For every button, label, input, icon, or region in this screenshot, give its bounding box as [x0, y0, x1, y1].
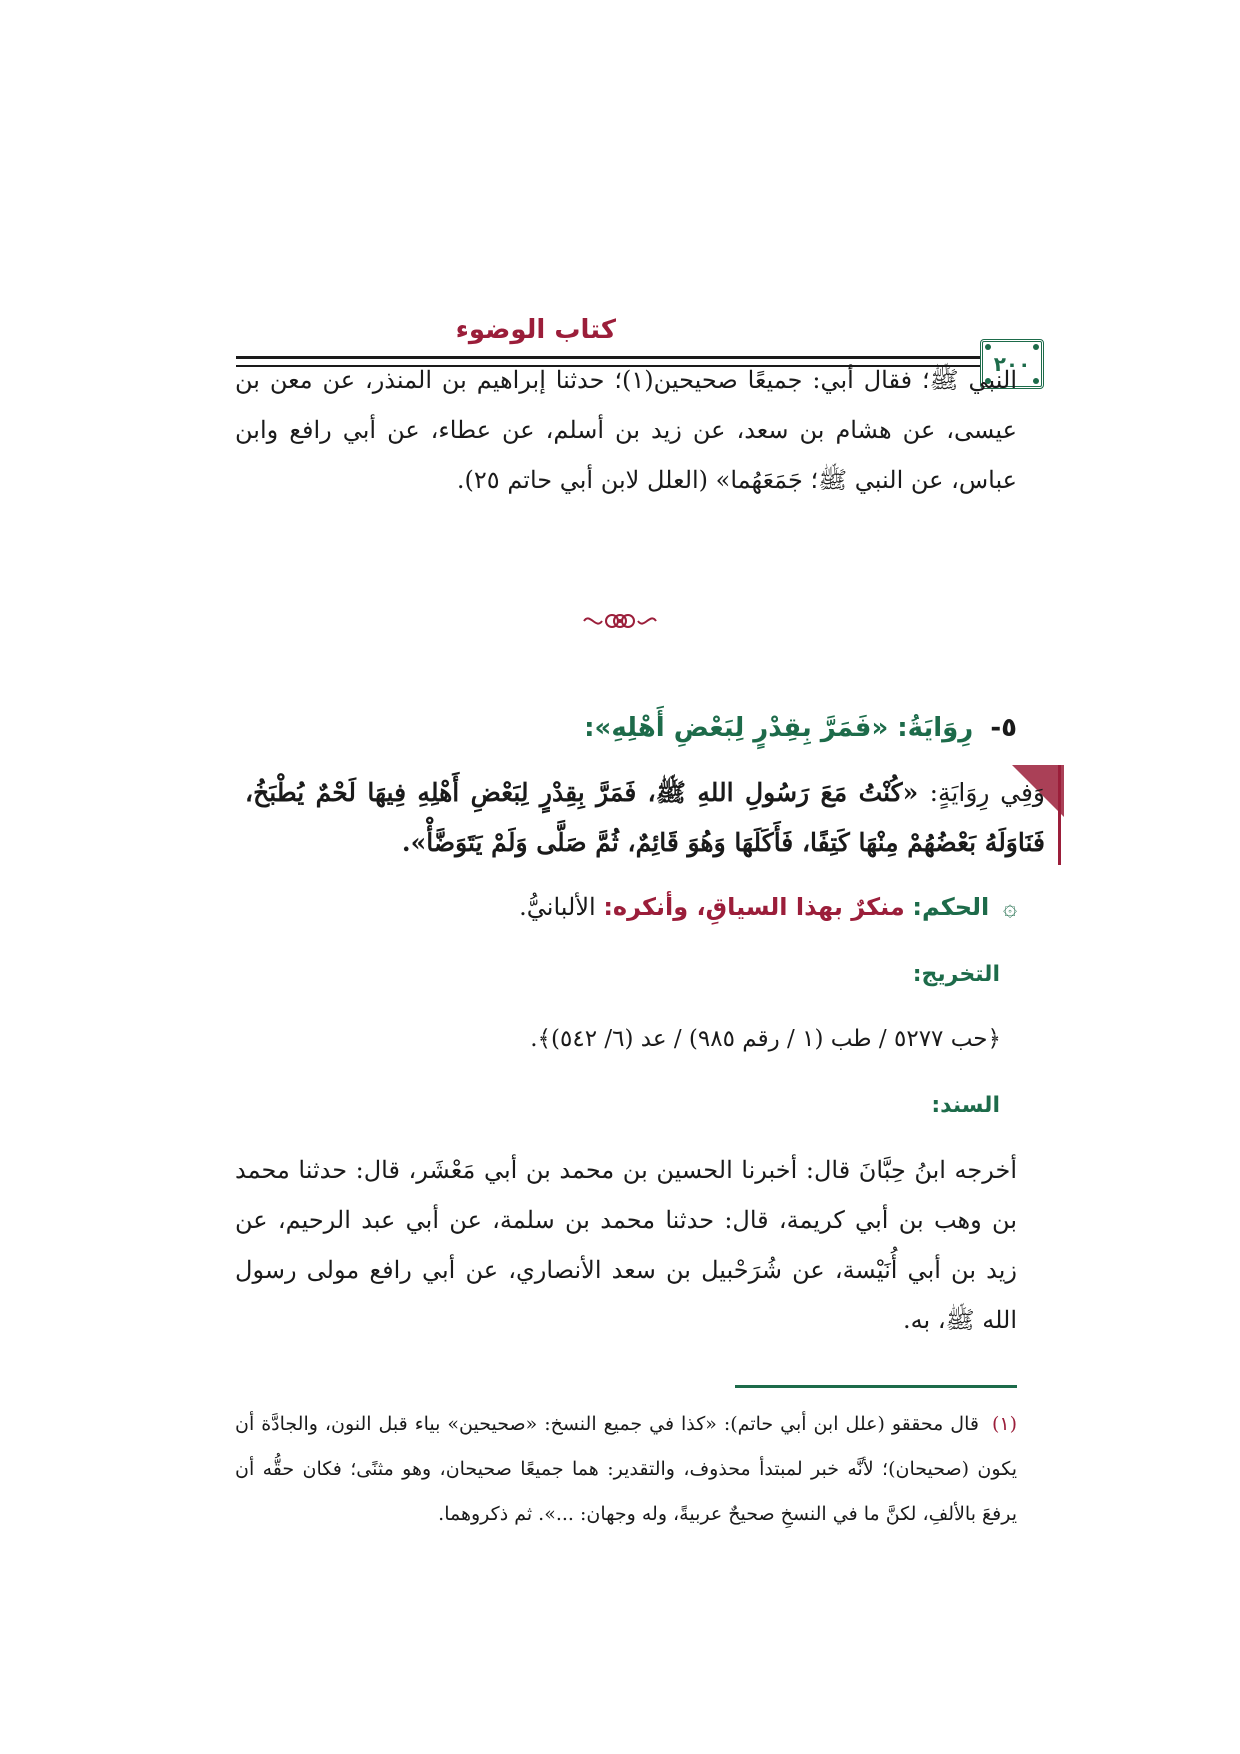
- footnote-text: قال محققو (علل ابن أبي حاتم): «كذا في جميع النسخ: «صحيحين» بياء قبل النون، والجادَّة أن يكون (صحيحان)؛ لأنَّه خبر لمبتدأ محذوف، والتقدير: هما جميعًا صحيحان، وهو مثنًى؛ فكان حقُّه أن يرفعَ بالألفِ، لكنَّ ما في النسخِ صحيحٌ عربيةً، وله وجهان: ...». ثم ذكروهما.: [235, 1413, 1017, 1525]
- footnote-number: (١): [991, 1413, 1017, 1435]
- ruling-line: [235, 893, 1017, 921]
- ruling-label: الحكم:: [912, 893, 990, 921]
- rosette-icon: ۞: [1002, 893, 1017, 921]
- sanad-label: السند:: [931, 1093, 1000, 1118]
- page-number: ٢٠٠: [993, 352, 1031, 376]
- running-title: كتاب الوضوء: [455, 315, 616, 345]
- section-heading: [360, 713, 1017, 743]
- hadith-quote: [245, 768, 1045, 868]
- section-title: رِوَايَةُ: «فَمَرَّ بِقِدْرٍ لِبَعْضِ أَهْلِهِ»:: [584, 713, 974, 743]
- section-divider-ornament: [580, 608, 660, 634]
- intro-paragraph: النبي ﷺ؛ فقال أبي: جميعًا صحيحين(١)؛ حدثنا إبراهيم بن المنذر، عن معن بن عيسى، عن هشام بن سعد، عن زيد بن أسلم، عن عطاء، عن أبي رافع وابن عباس، عن النبي ﷺ؛ جَمَعَهُما» (العلل لابن أبي حاتم ٢٥).: [235, 366, 1017, 494]
- quote-lead: وَفِي رِوَايَةٍ:: [929, 778, 1045, 807]
- sanad-paragraph: أخرجه ابنُ حِبَّانَ قال: أخبرنا الحسين بن محمد بن أبي مَعْشَر، قال: حدثنا محمد بن وهب بن أبي كريمة، قال: حدثنا محمد بن سلمة، عن أبي عبد الرحيم، عن زيد بن أبي أُنَيْسة، عن شُرَحْبيل بن سعد الأنصاري، عن أبي رافع مولى رسول الله ﷺ، به.: [235, 1156, 1017, 1334]
- takhrij-label: التخريج:: [912, 962, 1000, 987]
- takhrij-text: ﴿حب ٥٢٧٧ / طب (١ / رقم ٩٨٥) / عد (٦/ ٥٤٢)﴾.: [530, 1026, 1001, 1052]
- ruling-verdict: منكرٌ بهذا السياقِ، وأنكره:: [603, 893, 905, 921]
- quote-text: «كُنْتُ مَعَ رَسُولِ اللهِ ﷺ، فَمَرَّ بِقِدْرٍ لِبَعْضِ أَهْلِهِ فِيهَا لَحْمٌ يُطْبَخُ، فَنَاوَلَهُ بَعْضُهُمْ مِنْهَا كَتِفًا، فَأَكَلَهَا وَهُوَ قَائِمٌ، ثُمَّ صَلَّى وَلَمْ يَتَوَضَّأْ».: [245, 778, 1045, 857]
- section-number: ٥-: [990, 713, 1017, 743]
- floral-divider-icon: [580, 608, 660, 634]
- footnote: [235, 1402, 1017, 1537]
- quote-side-rule: [1058, 765, 1061, 865]
- ornament-dot-icon: [1033, 378, 1039, 384]
- ornament-dot-icon: [1033, 344, 1039, 350]
- ruling-authority: الألبانيُّ.: [519, 893, 596, 921]
- ornament-dot-icon: [985, 344, 991, 350]
- footnote-separator: [735, 1385, 1017, 1388]
